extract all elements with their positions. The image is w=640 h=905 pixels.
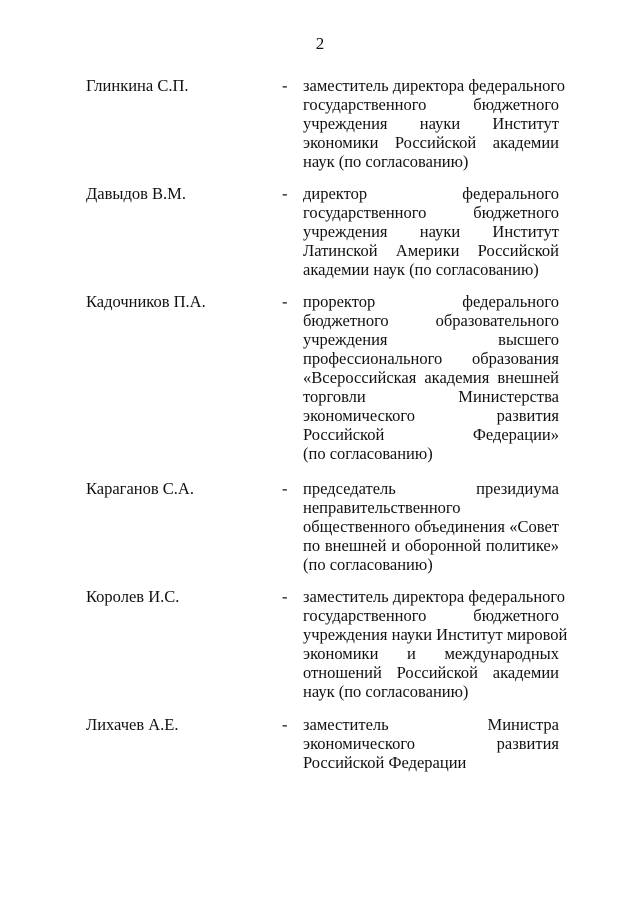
separator-dash: - xyxy=(282,292,288,311)
separator-dash: - xyxy=(282,76,288,95)
position-line: экономического развития xyxy=(303,406,559,425)
position-line: государственного бюджетного xyxy=(303,95,559,114)
position-line: государственного бюджетного xyxy=(303,606,559,625)
position-line: учреждения науки Институт xyxy=(303,114,559,133)
member-position xyxy=(303,587,568,701)
member-name: Кадочников П.А. xyxy=(86,292,206,311)
member-position xyxy=(303,715,559,772)
position-line: неправительственного xyxy=(303,498,461,517)
position-line: по внешней и оборонной политике» xyxy=(303,536,559,555)
position-line: председатель президиума xyxy=(303,479,559,498)
page-number: 2 xyxy=(315,34,325,53)
member-position xyxy=(303,292,559,463)
position-line: учреждения науки Институт мировой xyxy=(303,625,568,644)
position-line: (по согласованию) xyxy=(303,444,433,463)
member-name: Караганов С.А. xyxy=(86,479,194,498)
position-line: Латинской Америки Российской xyxy=(303,241,559,260)
separator-dash: - xyxy=(282,479,288,498)
position-line: бюджетного образовательного xyxy=(303,311,559,330)
member-name: Давыдов В.М. xyxy=(86,184,186,203)
separator-dash: - xyxy=(282,587,288,606)
position-line: Российской Федерации xyxy=(303,753,467,772)
position-line: экономики Российской академии xyxy=(303,133,559,152)
member-name: Глинкина С.П. xyxy=(86,76,189,95)
position-line: заместитель директора федерального xyxy=(303,587,566,606)
position-line: академии наук (по согласованию) xyxy=(303,260,539,279)
separator-dash: - xyxy=(282,184,288,203)
position-line: общественного объединения «Совет xyxy=(303,517,559,536)
position-line: учреждения науки Институт xyxy=(303,222,559,241)
member-name: Королев И.С. xyxy=(86,587,180,606)
position-line: заместитель директора федерального xyxy=(303,76,566,95)
member-position xyxy=(303,76,566,171)
position-line: заместитель Министра xyxy=(303,715,559,734)
member-position xyxy=(303,479,559,574)
member-position xyxy=(303,184,559,279)
position-line: торговли Министерства xyxy=(303,387,559,406)
position-line: Российской Федерации» xyxy=(303,425,559,444)
separator-dash: - xyxy=(282,715,288,734)
position-line: профессионального образования xyxy=(303,349,559,368)
position-line: наук (по согласованию) xyxy=(303,152,469,171)
position-line: директор федерального xyxy=(303,184,559,203)
position-line: экономического развития xyxy=(303,734,559,753)
position-line: проректор федерального xyxy=(303,292,559,311)
member-name: Лихачев А.Е. xyxy=(86,715,179,734)
position-line: «Всероссийская академия внешней xyxy=(303,368,559,387)
position-line: наук (по согласованию) xyxy=(303,682,469,701)
position-line: государственного бюджетного xyxy=(303,203,559,222)
position-line: экономики и международных xyxy=(303,644,559,663)
position-line: учреждения высшего xyxy=(303,330,559,349)
position-line: (по согласованию) xyxy=(303,555,433,574)
position-line: отношений Российской академии xyxy=(303,663,559,682)
